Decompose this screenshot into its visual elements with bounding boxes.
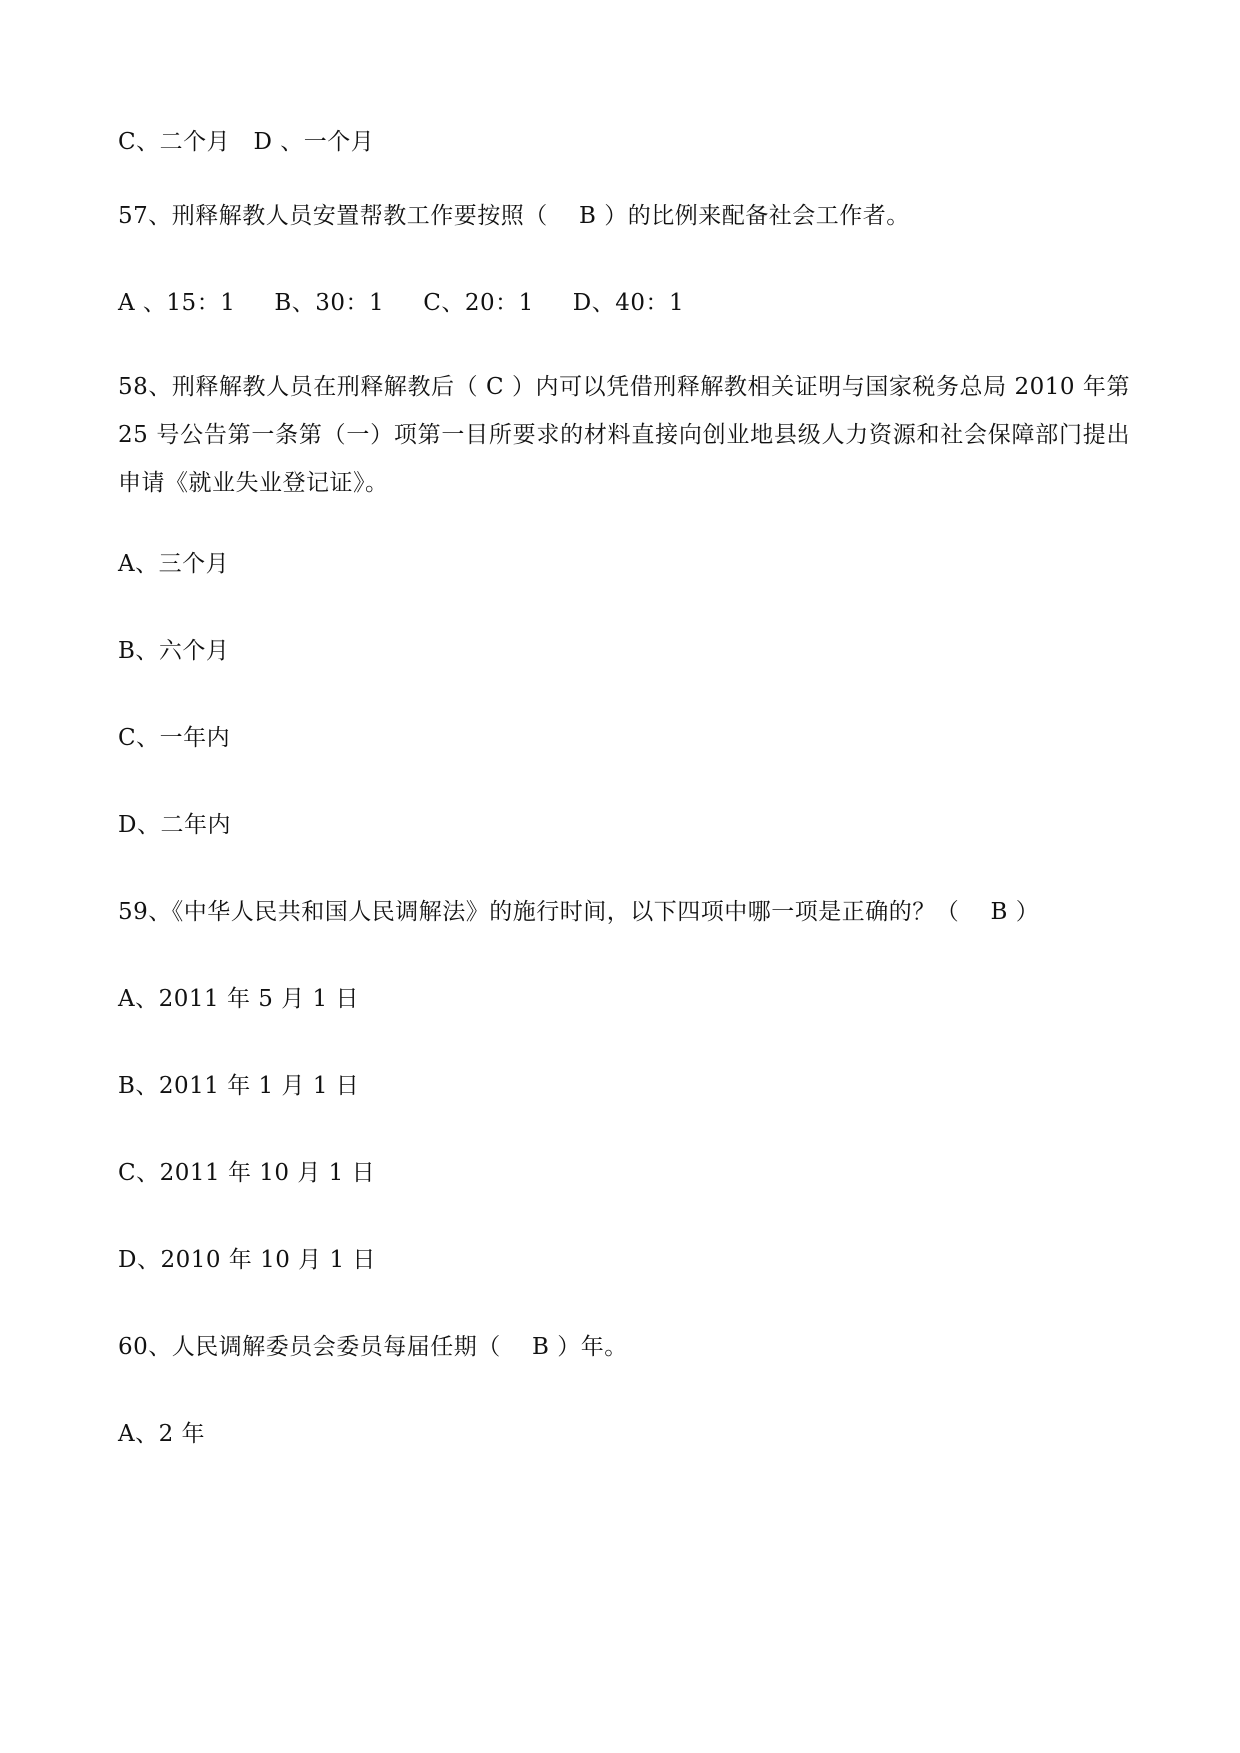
q58-option-b: B、六个月 (118, 638, 230, 664)
q58-option-c: C、一年内 (118, 725, 231, 751)
q57-options: A 、15：1 B、30：1 C、20：1 D、40：1 (118, 290, 685, 316)
q58-option-d: D、二年内 (118, 812, 231, 838)
q56-options: C、二个月 D 、一个月 (118, 129, 375, 155)
q59-option-b: B、2011 年 1 月 1 日 (118, 1073, 360, 1099)
q59-option-d: D、2010 年 10 月 1 日 (118, 1247, 376, 1273)
q58-option-a: A、三个月 (118, 551, 230, 577)
q57-question: 57、刑释解教人员安置帮教工作要按照（ B ）的比例来配备社会工作者。 (118, 203, 910, 229)
q58-question: 58、刑释解教人员在刑释解教后（ C ）内可以凭借刑释解教相关证明与国家税务总局 2010 年第 25 号公告第一条第（一）项第一目所要求的材料直接向创业地县级人力资源和社会保障部门提出申请《就业失业登记证》。 (118, 374, 1130, 496)
q59-option-a: A、2011 年 5 月 1 日 (118, 986, 359, 1012)
q59-option-c: C、2011 年 10 月 1 日 (118, 1160, 376, 1186)
q59-question: 59、《中华人民共和国人民调解法》的施行时间，以下四项中哪一项是正确的？（ B ） (118, 899, 1040, 925)
q60-option-a: A、2 年 (118, 1421, 206, 1447)
q60-question: 60、人民调解委员会委员每届任期（ B ）年。 (118, 1334, 628, 1360)
